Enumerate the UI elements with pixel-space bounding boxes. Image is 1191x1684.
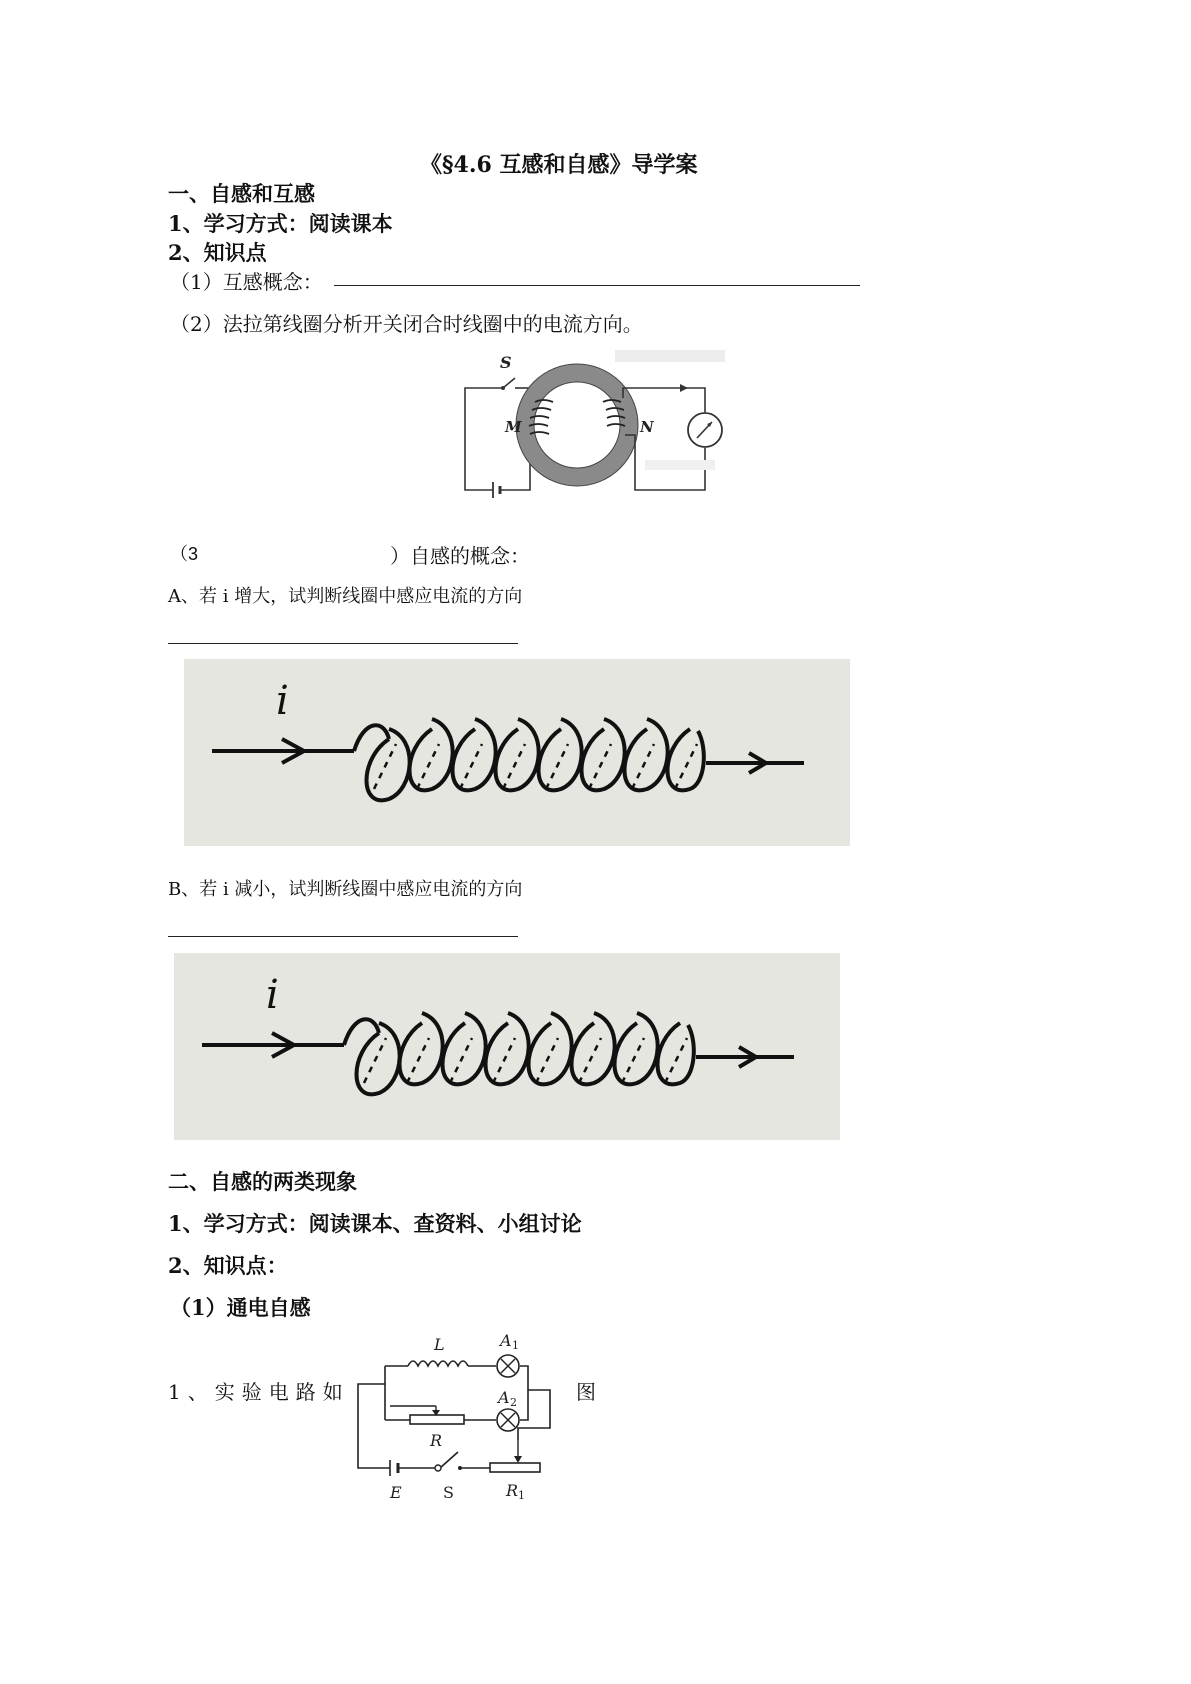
experiment-text-end: 图 xyxy=(576,1380,596,1404)
question-a: A、若 i 增大，试判断线圈中感应电流的方向 xyxy=(168,586,523,607)
faraday-ring-figure xyxy=(455,340,730,510)
fig2-label-A2-sub: 2 xyxy=(510,1396,517,1409)
section2-method: 1、学习方式：阅读课本、查资料、小组讨论 xyxy=(168,1211,582,1236)
fig1-label-s: S xyxy=(500,353,512,372)
fig2-label-S: S xyxy=(443,1483,454,1502)
section1-method: 1、学习方式：阅读课本 xyxy=(168,211,393,236)
section1-heading: 一、自感和互感 xyxy=(168,181,315,206)
fig2-label-A1-sub: 1 xyxy=(512,1339,519,1352)
coil-a-label: i xyxy=(276,678,289,724)
self-concept-label: ）自感的概念： xyxy=(390,544,530,568)
section1-knowledge: 2、知识点 xyxy=(168,240,267,265)
fig1-label-m: M xyxy=(505,418,522,436)
question-a-answer-line[interactable] xyxy=(168,643,518,644)
fig2-label-R1: R xyxy=(506,1481,519,1500)
question-b: B、若 i 减小，试判断线圈中感应电流的方向 xyxy=(168,879,523,900)
fig1-label-n: N xyxy=(640,418,654,436)
coil-photo-a xyxy=(184,659,850,846)
experiment-text: 1、实验电路如 xyxy=(168,1380,350,1404)
mutual-concept-answer-line[interactable] xyxy=(334,285,860,286)
section2-knowledge: 2、知识点： xyxy=(168,1253,288,1278)
coil-photo-b xyxy=(174,953,840,1140)
section2-sub1: （1）通电自感 xyxy=(170,1295,311,1320)
coil-b-label: i xyxy=(266,972,279,1018)
fig2-label-A2: A xyxy=(498,1388,510,1407)
section2-heading: 二、自感的两类现象 xyxy=(168,1169,357,1194)
fig2-label-R1-sub: 1 xyxy=(518,1489,525,1502)
question-b-answer-line[interactable] xyxy=(168,936,518,937)
fig2-label-E: E xyxy=(390,1483,402,1502)
fig2-label-L: L xyxy=(434,1335,445,1354)
self-induction-circuit-figure xyxy=(350,1328,560,1504)
mutual-concept-label: （1）互感概念： xyxy=(170,270,323,294)
fig2-label-R: R xyxy=(430,1431,443,1450)
self-concept-prefix: （3 xyxy=(170,544,199,564)
page-title: 《§4.6 互感和自感》导学案 xyxy=(420,152,698,178)
fig2-label-A1: A xyxy=(500,1331,512,1350)
faraday-question: （2）法拉第线圈分析开关闭合时线圈中的电流方向。 xyxy=(170,312,643,336)
